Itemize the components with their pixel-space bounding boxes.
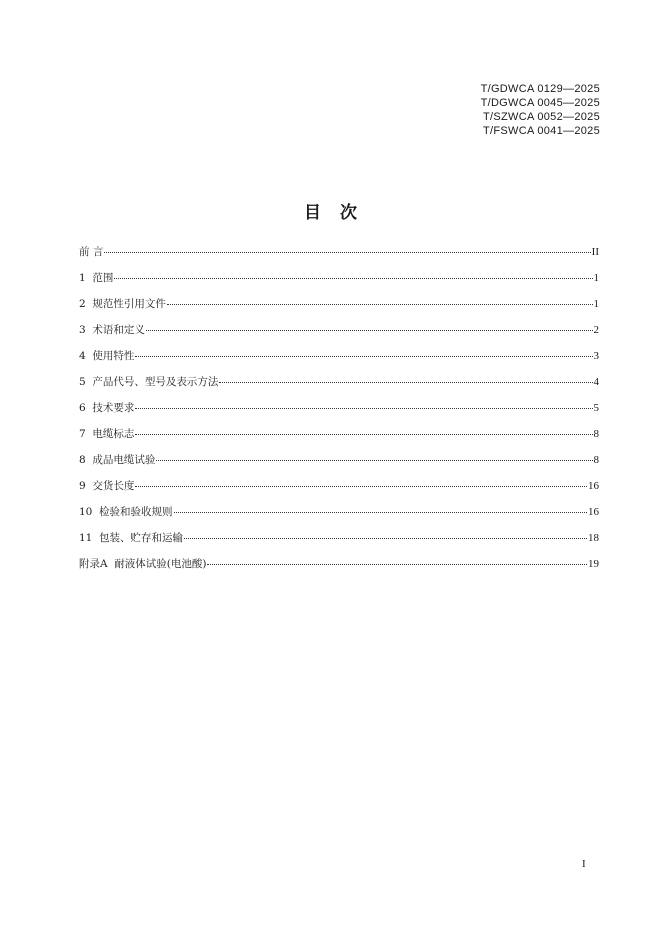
toc-entry-label: 术语和定义 (92, 324, 145, 336)
toc-entry-label: 范围 (92, 272, 114, 284)
page-title (0, 198, 662, 223)
standard-codes (481, 82, 600, 138)
toc-leader-dots (167, 304, 593, 305)
toc-entry-label: 成品电缆试验 (92, 454, 156, 466)
toc-entry-technical-requirements[interactable] (79, 400, 599, 426)
toc-leader-dots (156, 460, 592, 461)
toc-leader-dots (114, 278, 592, 279)
toc-entry-page: 2 (593, 324, 599, 336)
toc-entry-page: II (591, 246, 599, 258)
toc-entry-label: 包装、贮存和运输 (99, 532, 184, 544)
title-char: 次 (340, 203, 358, 223)
toc-entry-number: 5 (79, 376, 93, 388)
toc-leader-dots (219, 382, 592, 383)
toc-entry-label: 规范性引用文件 (92, 298, 166, 310)
title-char: 目 (304, 203, 322, 223)
toc-entry-cable-tests[interactable] (79, 452, 599, 478)
toc-leader-dots (207, 564, 587, 565)
toc-entry-usage-characteristics[interactable] (79, 348, 599, 374)
toc-entry-scope[interactable] (79, 270, 599, 296)
toc-entry-number: 2 (79, 298, 93, 310)
toc-entry-number: 11 (79, 532, 100, 544)
toc-entry-label: 技术要求 (92, 402, 135, 414)
table-of-contents (79, 244, 599, 582)
toc-entry-cable-marking[interactable] (79, 426, 599, 452)
toc-entry-page: 16 (588, 480, 599, 492)
toc-entry-number: 1 (79, 272, 93, 284)
toc-entry-label: 检验和验收规则 (99, 506, 173, 518)
toc-entry-page: 3 (593, 350, 599, 362)
toc-entry-page: 5 (593, 402, 599, 414)
toc-entry-terms[interactable] (79, 322, 599, 348)
toc-entry-foreword[interactable] (79, 244, 599, 270)
toc-leader-dots (135, 434, 592, 435)
standard-code: T/FSWCA 0041—2025 (483, 125, 600, 137)
toc-entry-number: 4 (79, 350, 93, 362)
toc-entry-page: 4 (593, 376, 599, 388)
toc-entry-page: 1 (593, 272, 599, 284)
toc-leader-dots (146, 330, 593, 331)
toc-leader-dots (135, 408, 592, 409)
toc-entry-number: 附录A (79, 558, 115, 570)
toc-leader-dots (104, 252, 590, 253)
toc-entry-number: 10 (79, 506, 100, 518)
toc-entry-number: 3 (79, 324, 93, 336)
toc-entry-label: 电缆标志 (92, 428, 135, 440)
toc-entry-number: 7 (79, 428, 93, 440)
toc-leader-dots (174, 512, 587, 513)
toc-entry-page: 8 (593, 428, 599, 440)
toc-entry-label: 前 言 (79, 246, 104, 258)
toc-entry-label: 耐液体试验(电池酸) (114, 558, 207, 570)
toc-entry-page: 19 (588, 558, 599, 570)
toc-entry-label: 产品代号、型号及表示方法 (92, 376, 219, 388)
toc-entry-number: 6 (79, 402, 93, 414)
toc-entry-delivery-length[interactable] (79, 478, 599, 504)
toc-entry-normative-references[interactable] (79, 296, 599, 322)
toc-entry-page: 16 (588, 506, 599, 518)
toc-leader-dots (135, 356, 592, 357)
toc-entry-label: 交货长度 (92, 480, 135, 492)
toc-entry-product-codes[interactable] (79, 374, 599, 400)
toc-entry-appendix-a[interactable] (79, 556, 599, 582)
toc-entry-page: 8 (593, 454, 599, 466)
toc-entry-number: 8 (79, 454, 93, 466)
toc-entry-number: 9 (79, 480, 93, 492)
toc-entry-page: 1 (593, 298, 599, 310)
page-number: I (582, 858, 586, 870)
toc-entry-inspection-rules[interactable] (79, 504, 599, 530)
standard-code: T/DGWCA 0045—2025 (480, 97, 600, 109)
toc-leader-dots (184, 538, 587, 539)
standard-code: T/SZWCA 0052—2025 (483, 111, 600, 123)
toc-entry-packaging[interactable] (79, 530, 599, 556)
standard-code: T/GDWCA 0129—2025 (480, 83, 600, 95)
toc-entry-label: 使用特性 (92, 350, 135, 362)
toc-entry-page: 18 (588, 532, 599, 544)
toc-leader-dots (135, 486, 587, 487)
